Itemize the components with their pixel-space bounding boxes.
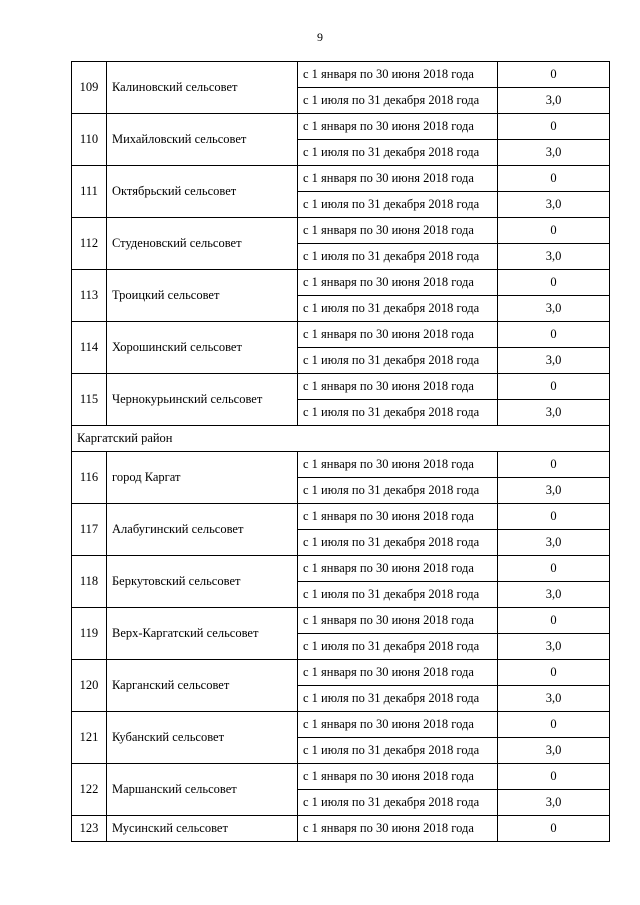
rate-value: 3,0 xyxy=(498,296,610,322)
rate-value: 3,0 xyxy=(498,348,610,374)
period-label: с 1 января по 30 июня 2018 года xyxy=(298,556,498,582)
rate-value: 3,0 xyxy=(498,634,610,660)
rate-value: 0 xyxy=(498,816,610,842)
period-label: с 1 января по 30 июня 2018 года xyxy=(298,114,498,140)
table-row xyxy=(72,556,610,582)
period-label: с 1 января по 30 июня 2018 года xyxy=(298,816,498,842)
period-label: с 1 января по 30 июня 2018 года xyxy=(298,270,498,296)
row-number: 114 xyxy=(72,322,107,374)
period-label: с 1 июля по 31 декабря 2018 года xyxy=(298,478,498,504)
tariff-table xyxy=(71,61,610,842)
period-label: с 1 января по 30 июня 2018 года xyxy=(298,504,498,530)
table-row xyxy=(72,322,610,348)
municipality-name: Кубанский сельсовет xyxy=(107,712,298,764)
table-row xyxy=(72,660,610,686)
period-label: с 1 июля по 31 декабря 2018 года xyxy=(298,296,498,322)
table-row xyxy=(72,62,610,88)
period-label: с 1 января по 30 июня 2018 года xyxy=(298,608,498,634)
row-number: 110 xyxy=(72,114,107,166)
municipality-name: Чернокурьинский сельсовет xyxy=(107,374,298,426)
period-label: с 1 июля по 31 декабря 2018 года xyxy=(298,140,498,166)
municipality-name: город Каргат xyxy=(107,452,298,504)
rate-value: 3,0 xyxy=(498,738,610,764)
rate-value: 3,0 xyxy=(498,400,610,426)
rate-value: 3,0 xyxy=(498,790,610,816)
period-label: с 1 января по 30 июня 2018 года xyxy=(298,452,498,478)
municipality-name: Троицкий сельсовет xyxy=(107,270,298,322)
row-number: 109 xyxy=(72,62,107,114)
row-number: 121 xyxy=(72,712,107,764)
period-label: с 1 июля по 31 декабря 2018 года xyxy=(298,88,498,114)
rate-value: 0 xyxy=(498,660,610,686)
rate-value: 0 xyxy=(498,712,610,738)
row-number: 119 xyxy=(72,608,107,660)
row-number: 115 xyxy=(72,374,107,426)
period-label: с 1 июля по 31 декабря 2018 года xyxy=(298,348,498,374)
municipality-name: Студеновский сельсовет xyxy=(107,218,298,270)
period-label: с 1 июля по 31 декабря 2018 года xyxy=(298,738,498,764)
district-name: Каргатский район xyxy=(72,426,610,452)
rate-value: 0 xyxy=(498,322,610,348)
period-label: с 1 января по 30 июня 2018 года xyxy=(298,322,498,348)
row-number: 112 xyxy=(72,218,107,270)
period-label: с 1 января по 30 июня 2018 года xyxy=(298,764,498,790)
row-number: 118 xyxy=(72,556,107,608)
rate-value: 0 xyxy=(498,452,610,478)
rate-value: 3,0 xyxy=(498,686,610,712)
rate-value: 3,0 xyxy=(498,140,610,166)
rate-value: 0 xyxy=(498,608,610,634)
rate-value: 3,0 xyxy=(498,88,610,114)
municipality-name: Верх-Каргатский сельсовет xyxy=(107,608,298,660)
table-row xyxy=(72,114,610,140)
period-label: с 1 января по 30 июня 2018 года xyxy=(298,374,498,400)
municipality-name: Беркутовский сельсовет xyxy=(107,556,298,608)
rate-value: 0 xyxy=(498,764,610,790)
municipality-name: Михайловский сельсовет xyxy=(107,114,298,166)
period-label: с 1 июля по 31 декабря 2018 года xyxy=(298,244,498,270)
row-number: 111 xyxy=(72,166,107,218)
table-row xyxy=(72,504,610,530)
table-row xyxy=(72,270,610,296)
table-body xyxy=(72,62,610,842)
period-label: с 1 января по 30 июня 2018 года xyxy=(298,62,498,88)
page-number: 9 xyxy=(317,30,323,44)
period-label: с 1 января по 30 июня 2018 года xyxy=(298,712,498,738)
period-label: с 1 июля по 31 декабря 2018 года xyxy=(298,582,498,608)
table-row xyxy=(72,816,610,842)
row-number: 123 xyxy=(72,816,107,842)
period-label: с 1 июля по 31 декабря 2018 года xyxy=(298,634,498,660)
period-label: с 1 января по 30 июня 2018 года xyxy=(298,166,498,192)
row-number: 113 xyxy=(72,270,107,322)
table-row xyxy=(72,374,610,400)
municipality-name: Алабугинский сельсовет xyxy=(107,504,298,556)
rate-value: 3,0 xyxy=(498,582,610,608)
rate-value: 3,0 xyxy=(498,478,610,504)
rate-value: 3,0 xyxy=(498,530,610,556)
rate-value: 0 xyxy=(498,114,610,140)
row-number: 117 xyxy=(72,504,107,556)
period-label: с 1 января по 30 июня 2018 года xyxy=(298,218,498,244)
period-label: с 1 июля по 31 декабря 2018 года xyxy=(298,790,498,816)
municipality-name: Калиновский сельсовет xyxy=(107,62,298,114)
rate-value: 0 xyxy=(498,218,610,244)
period-label: с 1 июля по 31 декабря 2018 года xyxy=(298,192,498,218)
rate-value: 0 xyxy=(498,62,610,88)
period-label: с 1 июля по 31 декабря 2018 года xyxy=(298,400,498,426)
period-label: с 1 января по 30 июня 2018 года xyxy=(298,660,498,686)
rate-value: 0 xyxy=(498,556,610,582)
municipality-name: Карганский сельсовет xyxy=(107,660,298,712)
municipality-name: Маршанский сельсовет xyxy=(107,764,298,816)
rate-value: 0 xyxy=(498,166,610,192)
table-row xyxy=(72,452,610,478)
municipality-name: Мусинский сельсовет xyxy=(107,816,298,842)
period-label: с 1 июля по 31 декабря 2018 года xyxy=(298,530,498,556)
table-row xyxy=(72,608,610,634)
table-row xyxy=(72,166,610,192)
rate-value: 0 xyxy=(498,374,610,400)
municipality-name: Октябрьский сельсовет xyxy=(107,166,298,218)
municipality-name: Хорошинский сельсовет xyxy=(107,322,298,374)
district-row xyxy=(72,426,610,452)
period-label: с 1 июля по 31 декабря 2018 года xyxy=(298,686,498,712)
table-row xyxy=(72,764,610,790)
row-number: 122 xyxy=(72,764,107,816)
rate-value: 0 xyxy=(498,504,610,530)
rate-value: 0 xyxy=(498,270,610,296)
row-number: 120 xyxy=(72,660,107,712)
row-number: 116 xyxy=(72,452,107,504)
rate-value: 3,0 xyxy=(498,192,610,218)
table-row xyxy=(72,712,610,738)
rate-value: 3,0 xyxy=(498,244,610,270)
table-row xyxy=(72,218,610,244)
